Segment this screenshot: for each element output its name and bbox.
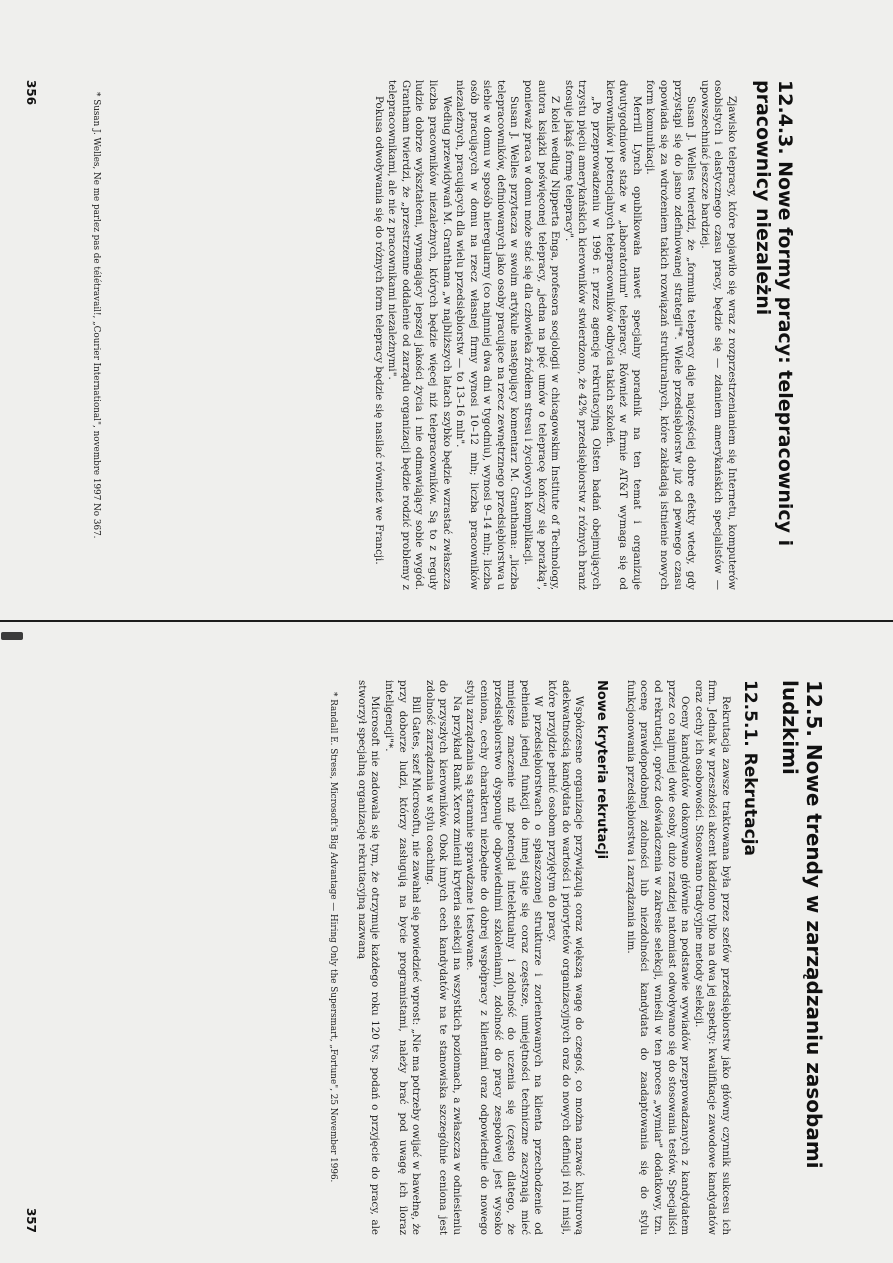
paragraph: Merrill Lynch opublikowała nawet specjalny poradnik na ten temat i organizuje dwutygodniowe staże w „laboratorium" telepracy. Również w firmie AT&T wymaga się od kierowników i potencjalnych telepracowników odbycia takich szkoleń.	[603, 80, 643, 590]
paragraph: Microsoft nie zadowala się tym, że otrzymuje każdego roku 120 tys. podań o przyjęcie do pracy, ale stworzył specjalną organizację rekrutacyjną nazwaną	[355, 680, 382, 1235]
paragraph: Bill Gates, szef Microsoftu, nie zawahał się powiedzieć wprost: „Nie ma potrzeby owijać w bawełnę, że przy doborze ludzi, którzy zasługują na bycie programistami, należy brać pod uwagę ich iloraz inteligencji"*.	[382, 680, 423, 1235]
scan-artifact	[1, 632, 23, 640]
paragraph: Oceny kandydatów dokonywano głównie na podstawie wywiadów przeprowadzanych z kandydatem przez co najmniej dwie osoby, dużo rzadziej natomiast odwoływano się do stosowania testów. Specjaliści od rekrutacji, oprócz doświadczenia w zakresie selekcji, wnieśli w ten proces „wymiar" dodatkowy, tzn. ocenę prawdopodobnej zdolności lub niezdolności kandydata do zaadaptowania się do stylu funkcjonowania przedsiębiorstwa i zarządzania nim.	[624, 680, 692, 1235]
left-page-content	[91, 80, 893, 590]
paragraph: Zjawisko telepracy, które pojawiło się wraz z rozprzestrzenianiem się Internetu, komputerów osobistych i elastycznego czasu pracy, będzie się — zdaniem amerykańskich specjalistów — upowszechniać jeszcze bardziej.	[698, 80, 738, 590]
paragraph: Współczesne organizacje przywiązują coraz większą wagę do czegoś, co można nazwać kulturową adekwatnością kandydata do wartości i priorytetów organizacyjnych oraz do nowych definicji ról i misji, które przyjdzie pełnić osobom przyjętym do pracy.	[546, 680, 586, 1235]
paragraph: „Po przeprowadzeniu w 1996 r. przez agencję rekrutacyjną Olsten badań obejmujących trzystu pięciu amerykańskich kierowników stwierdzono, że 42% przedsiębiorstw z różnych branż stosuje jakąś formę telepracy".	[562, 80, 603, 590]
right-page-content	[327, 680, 893, 1235]
left-page	[0, 0, 893, 620]
paragraph: W przedsiębiorstwach o spłaszczonej strukturze i zorientowanych na klienta przechodzenie od pełnienia jednej funkcji do innej staje się coraz częstsze, umiejętności techniczne zaczynają mieć mniejsze znaczenie niż potencjał intelektualny i zdolność do uczenia się (często dlatego, że przedsiębiorstwo dysponuje odpowiednimi szkoleniami), zdolność do pracy zespołowej jest wysoko ceniona, cechy charakteru niezbędne do dobrej współpracy z klientami oraz odpowiednie do nowego stylu zarządzania są starannie sprawdzane i testowane.	[464, 680, 545, 1235]
section-heading-12-5: 12.5. Nowe trendy w zarządzaniu zasobami ludzkimi	[778, 680, 826, 1169]
paragraph: Według przewidywań M. Granthama „w najbliższych latach szybko będzie wzrastać zwłaszcza liczba pracowników niezależnych, których będzie więcej niż telepracowników. Są to z reguły ludzie dobrze wykształceni, wymagający lepszej jakości życia i nie odmawiający sobie wygód. Grantham twierdzi, że „przestrzenne oddalenie od zarządu organizacji będzie rodzić problemy z telepracownikami, ale nie z pracownikami niezależnymi".	[386, 80, 453, 590]
left-paragraphs	[371, 80, 738, 590]
section-heading-12-5-1: 12.5.1. Rekrutacja	[740, 680, 760, 856]
footnote: * Susan J. Welles, Ne me parlez pas de télétravail!, „Courier International", novembre 1997 No 367.	[91, 92, 101, 539]
paragraph: Susan J. Welles twierdzi, że „formuła telepracy daje najczęściej dobre efekty wtedy, gdy przystąpi się do jasno zdefiniowanej strategii"*. Wiele przedsiębiorstw już od pewnego czasu opowiada się za wdrożeniem takich rozwiązań strukturalnych, które zakładają istnienie nowych form komunikacji.	[644, 80, 698, 590]
paragraph: Na przykład Rank Xerox zmienił kryteria selekcji na wszystkich poziomach, a zwłaszcza w odniesieniu do przyszłych kierowników. Obok innych cech kandydatów na te stanowiska szczególnie ceniona jest zdolność zarządzania w stylu coaching.	[423, 680, 463, 1235]
paragraph: Susan J. Welles przytacza w swoim artykule następujący komentarz M. Granthama: „liczba telepracowników, definiowanych jako osoby pracujące na rzecz zewnętrznego przedsiębiorstwa u siebie w domu w sposób nieregularny (co najmniej dwa dni w tygodniu), wynosi 9–14 mln; liczba osób pracujących w domu na rzecz własnej firmy wynosi 10–12 mln; liczba pracowników niezależnych, pracujących dla wielu przedsiębiorstw — to 13–16 mln".	[454, 80, 521, 590]
paragraph: Pokusa odwoływania się do różnych form telepracy będzie się nasilać również we Francji.	[372, 96, 385, 565]
section-heading-12-4-3: 12.4.3. Nowe formy pracy: telepracownicy i pracownicy niezależni	[752, 80, 796, 547]
paragraph: Z kolei według Nipperta Enga, profesora socjologii w chicagowskim Institute of Technology, autora książki poświęconej telepracy, „jedna na pięć umów o telepracę kończy się porażką", ponieważ praca w domu może stać się dla człowieka źródłem stresu i życiowych komplikacji.	[522, 80, 562, 590]
page-number: 357	[24, 1207, 38, 1233]
page-number: 356	[24, 80, 38, 106]
paragraph: Rekrutacja zawsze traktowana była przez szefów przedsiębiorstw jako główny czynnik sukcesu ich firm. Jednak w przeszłości akcent kładziono tylko na dwa jej aspekty: kwalifikacje zawodowe kandydatów oraz cechy ich osobowości. Stosowano tradycyjne metody selekcji.	[692, 680, 732, 1235]
subsection-title: Nowe kryteria rekrutacji	[594, 680, 610, 860]
footnote: * Randall E. Stress, Microsoft's Big Advantage — Hiring Only the Supersmart, „Fortune", 25 November 1996.	[328, 692, 339, 1183]
right-page	[0, 650, 893, 1263]
page-gutter-line	[0, 620, 893, 622]
